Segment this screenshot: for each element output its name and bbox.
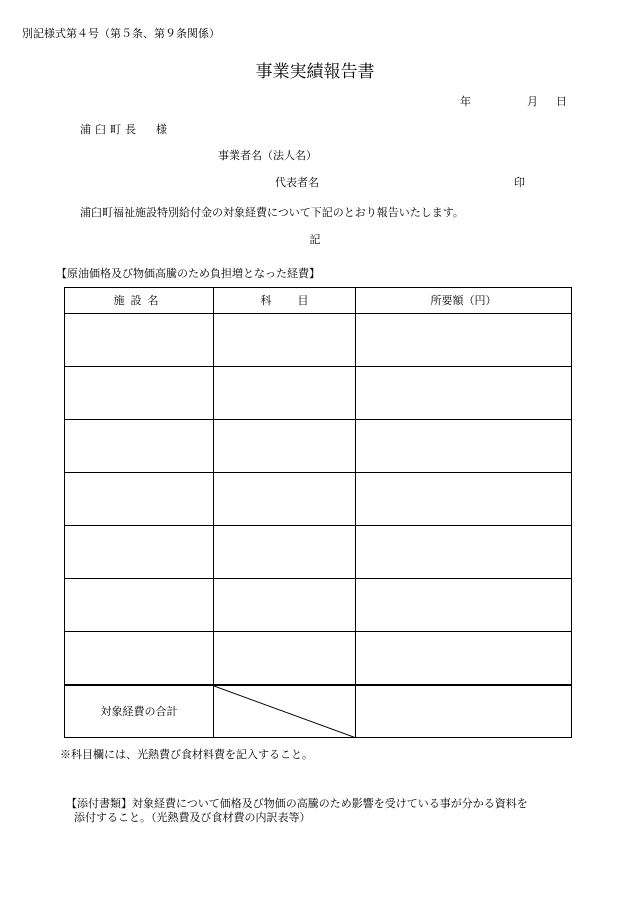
amount-cell[interactable] [356,526,572,579]
business-name-label: 事業者名（法人名） [218,149,317,162]
seal-label: 印 [514,176,525,189]
table-row [65,314,572,367]
amount-cell[interactable] [356,367,572,420]
amount-cell[interactable] [356,314,572,367]
table-row [65,420,572,473]
facility-name-cell[interactable] [65,314,214,367]
item-cell[interactable] [214,367,356,420]
addressee-honorific: 様 [156,123,167,136]
date-day-label: 日 [556,95,567,108]
amount-cell[interactable] [356,632,572,685]
date-month-label: 月 [527,95,538,108]
facility-name-cell[interactable] [65,632,214,685]
facility-name-cell[interactable] [65,367,214,420]
facility-name-cell[interactable] [65,579,214,632]
item-cell[interactable] [214,579,356,632]
header-item [214,288,356,314]
header-amount: 所要額（円） [356,288,572,314]
attachment-line-2: 添付すること。（光熱費及び食材費の内訳表等） [74,811,311,824]
amount-cell[interactable] [356,579,572,632]
header-facility-name: 施設名 [65,288,214,314]
amount-cell[interactable] [356,420,572,473]
table-row [65,579,572,632]
date-line [460,95,567,108]
item-cell[interactable] [214,473,356,526]
amount-cell[interactable] [356,473,572,526]
item-cell[interactable] [214,314,356,367]
expense-table [64,287,572,738]
ki-heading: 記 [309,233,321,246]
addressee [80,123,167,136]
table-row [65,526,572,579]
total-row [65,685,572,738]
total-label: 対象経費の合計 [65,685,214,738]
item-cell[interactable] [214,632,356,685]
note: ※科目欄には、光熱費び食材料費を記入すること。 [60,748,313,761]
facility-name-cell[interactable] [65,473,214,526]
item-cell[interactable] [214,526,356,579]
form-number: 別記様式第４号（第５条、第９条関係） [22,27,220,40]
addressee-name: 浦臼町長 [80,123,140,136]
facility-name-cell[interactable] [65,420,214,473]
document-title: 事業実績報告書 [255,62,375,82]
section-heading: 【原油価格及び物価高騰のため負担増となった経費】 [56,267,320,280]
date-year-label: 年 [460,95,471,108]
total-item-cell-crossed [214,685,356,738]
representative-label: 代表者名 [275,176,319,189]
attachment-line-1: 【添付書類】対象経費について価格及び物価の高騰のため影響を受けている事が分かる資料を [66,797,528,810]
table-row [65,473,572,526]
table-header-row [65,288,572,314]
report-statement: 浦臼町福祉施設特別給付金の対象経費について下記のとおり報告いたします。 [80,206,464,219]
facility-name-cell[interactable] [65,526,214,579]
diagonal-line [214,686,355,738]
item-cell[interactable] [214,420,356,473]
header-item-text: 科 目 [260,293,309,307]
table-row [65,367,572,420]
total-amount-cell[interactable] [356,685,572,738]
table-row [65,632,572,685]
